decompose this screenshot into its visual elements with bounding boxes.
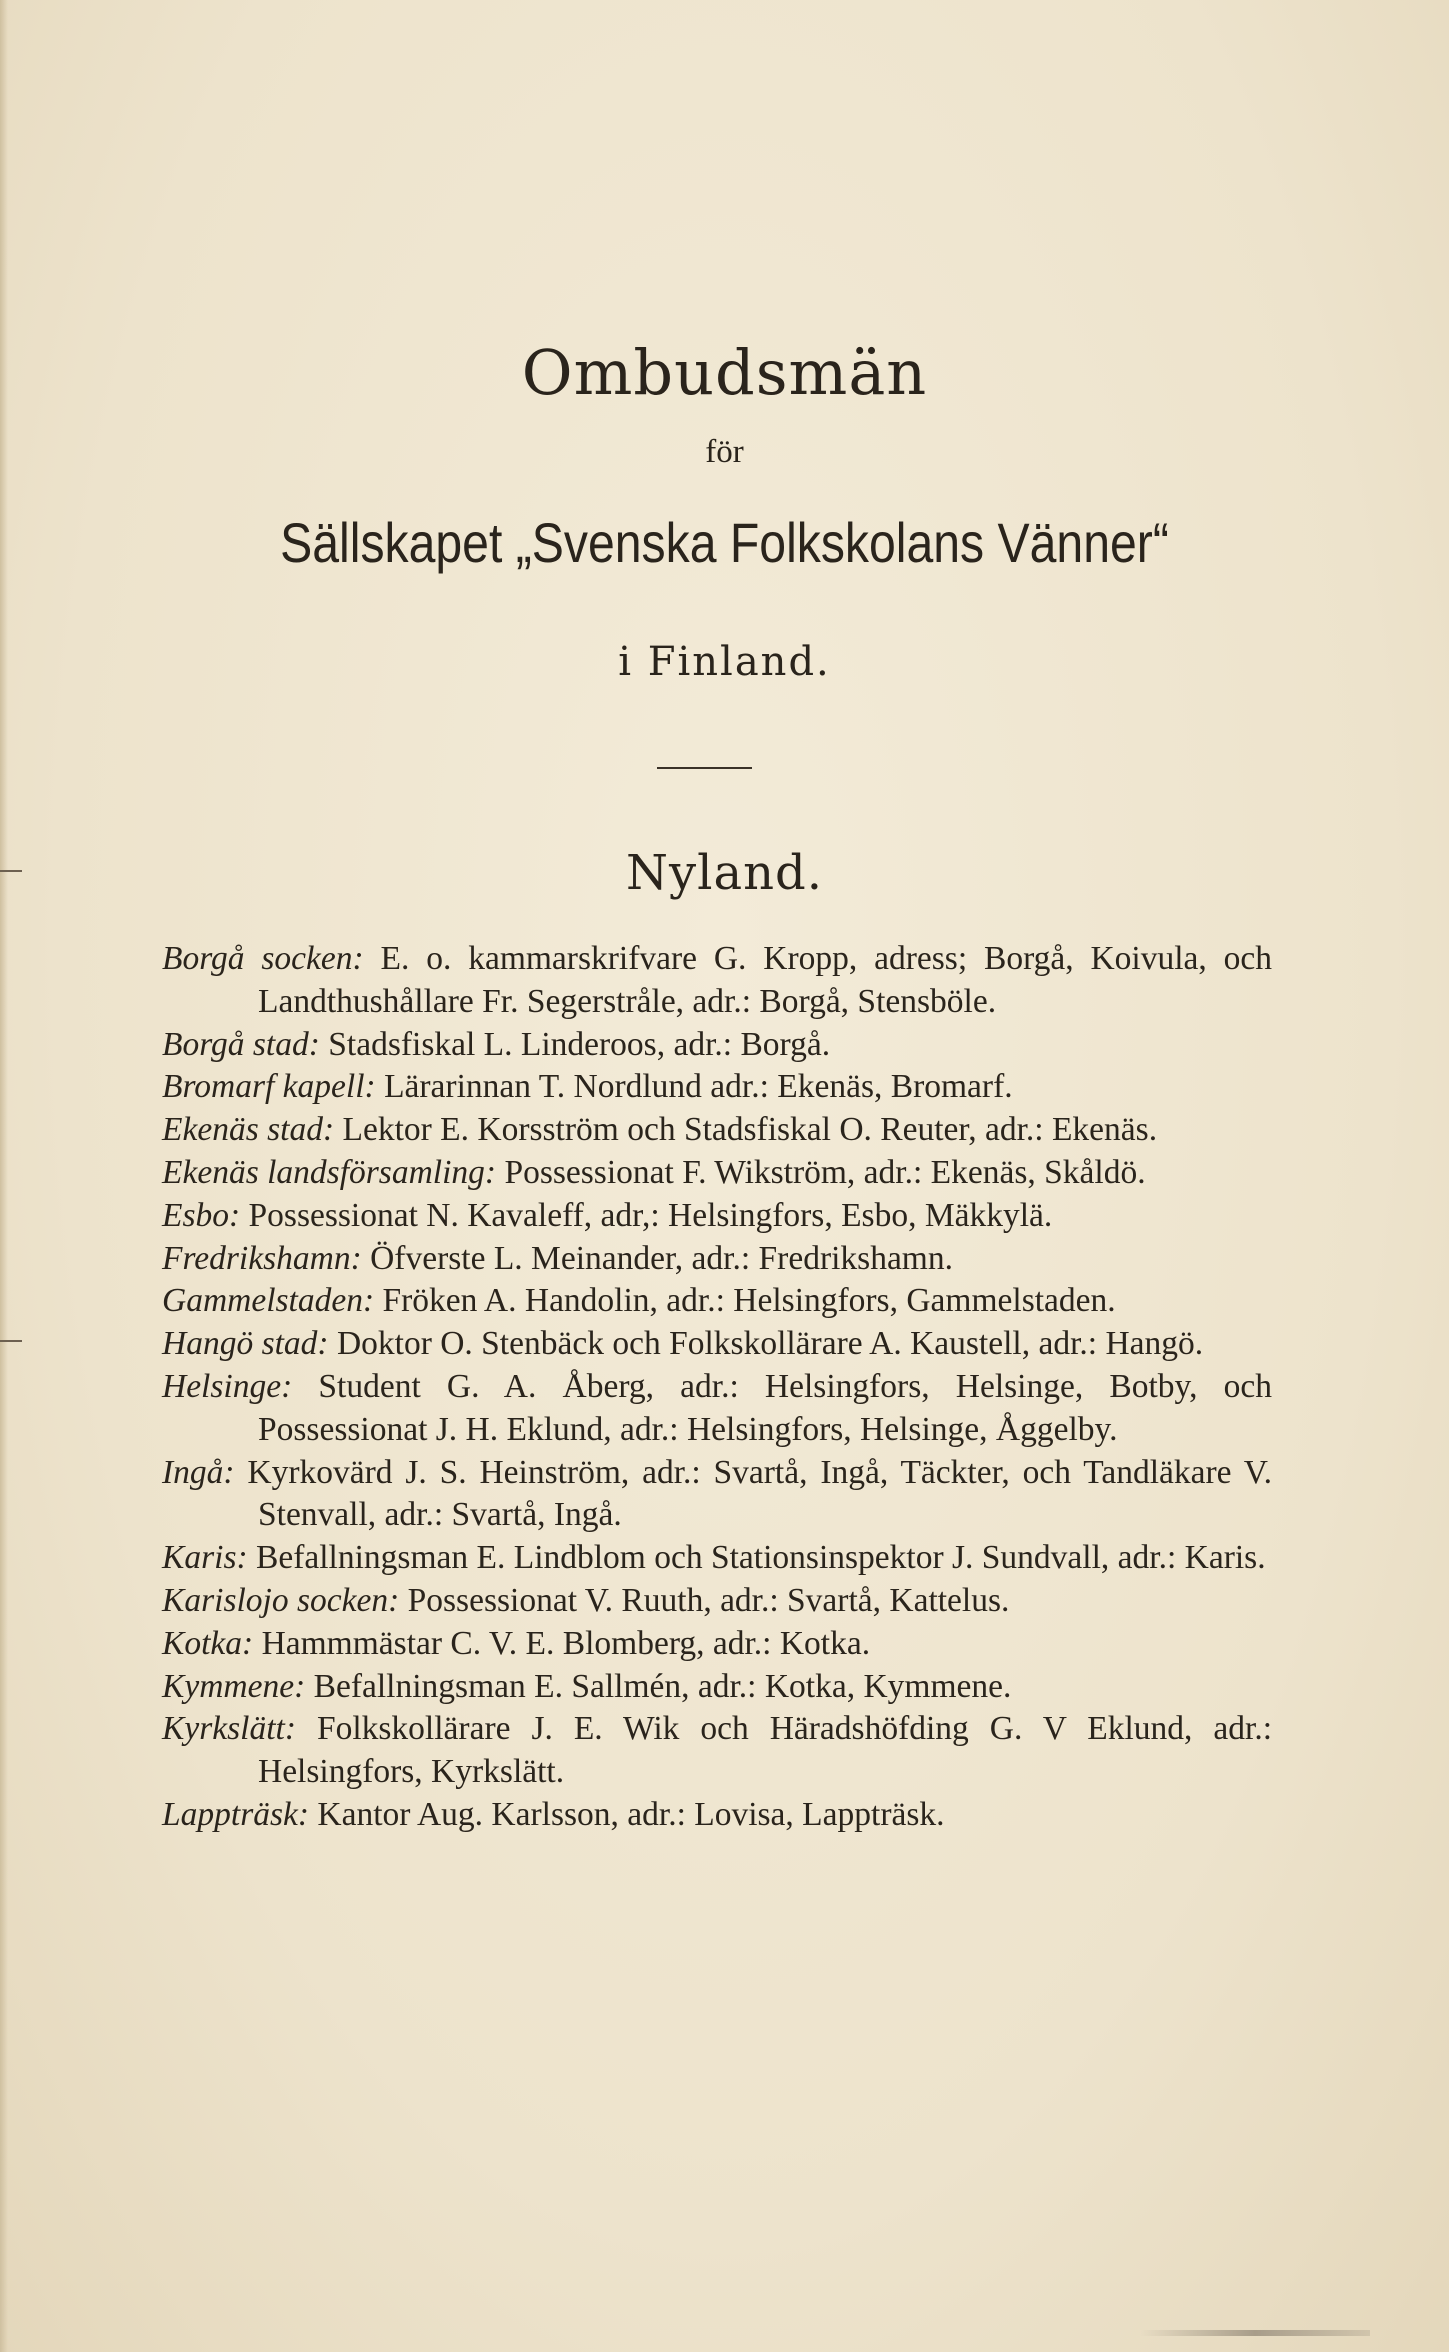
entry-text: Befallningsman E. Lindblom och Stationsinspektor J. Sundvall, adr.: Karis.: [247, 1539, 1266, 1577]
list-item: [162, 1794, 1272, 1837]
entry-text: Possessionat N. Kavaleff, adr,: Helsingfors, Esbo, Mäkkylä.: [240, 1196, 1053, 1234]
entry-place: Ekenäs stad:: [162, 1111, 335, 1149]
entry-place: Kymmene:: [162, 1667, 306, 1705]
ombudsman-list: [162, 938, 1272, 1837]
list-item: [162, 1623, 1272, 1666]
list-item: [162, 1323, 1272, 1366]
divider-rule: [657, 767, 752, 769]
entry-text: Folkskollärare J. E. Wik och Häradshöfding G. V Eklund, adr.: Helsingfors, Kyrkslätt.: [258, 1710, 1272, 1791]
entry-text: Befallningsman E. Sallmén, adr.: Kotka, Kymmene.: [305, 1667, 1012, 1705]
society-name: Sällskapet „Svenska Folkskolans Vänner“: [280, 511, 1169, 574]
entry-text: Stadsfiskal L. Linderoos, adr.: Borgå.: [319, 1025, 831, 1063]
entry-place: Karis:: [162, 1539, 248, 1577]
list-item: [162, 1280, 1272, 1323]
entry-place: Gammelstaden:: [162, 1282, 375, 1320]
entry-place: Ingå:: [162, 1453, 235, 1491]
entry-place: Borgå stad:: [162, 1025, 320, 1063]
margin-mark: [0, 1340, 22, 1342]
entry-text: Kantor Aug. Karlsson, adr.: Lovisa, Lappträsk.: [309, 1795, 945, 1833]
page-bottom-smudge: [1140, 2330, 1370, 2336]
entry-place: Bromarf kapell:: [162, 1068, 376, 1106]
list-item: [162, 1366, 1272, 1452]
entry-text: Öfverste L. Meinander, adr.: Fredrikshamn.: [361, 1239, 953, 1277]
entry-text: E. o. kammarskrifvare G. Kropp, adress; Borgå, Koivula, och Landthushållare Fr. Segerstråle, adr.: Borgå, Stensböle.: [258, 940, 1272, 1020]
region-heading: Nyland.: [626, 845, 823, 901]
list-item: [162, 1537, 1272, 1580]
list-item: [162, 1666, 1272, 1709]
entry-text: Fröken A. Handolin, adr.: Helsingfors, Gammelstaden.: [374, 1282, 1116, 1320]
list-item: [162, 938, 1272, 1024]
list-item: [162, 1452, 1272, 1538]
entry-text: Lärarinnan T. Nordlund adr.: Ekenäs, Bromarf.: [375, 1068, 1013, 1106]
entry-text: Doktor O. Stenbäck och Folkskollärare A. Kaustell, adr.: Hangö.: [328, 1325, 1204, 1363]
page-title: Ombudsmän: [521, 336, 928, 409]
list-item: [162, 1152, 1272, 1195]
entry-text: Kyrkovärd J. S. Heinström, adr.: Svartå, Ingå, Täckter, och Tandläkare V. Stenvall, adr.: Svartå, Ingå.: [234, 1453, 1272, 1534]
list-item: [162, 1066, 1272, 1109]
entry-text: Possessionat V. Ruuth, adr.: Svartå, Kattelus.: [399, 1581, 1010, 1619]
entry-text: Possessionat F. Wikström, adr.: Ekenäs, Skåldö.: [496, 1153, 1146, 1191]
entry-place: Helsinge:: [162, 1367, 293, 1405]
entry-place: Lappträsk:: [162, 1795, 310, 1833]
entry-place: Kyrkslätt:: [162, 1710, 296, 1748]
entry-place: Karislojo socken:: [162, 1581, 400, 1619]
entry-place: Esbo:: [162, 1196, 241, 1234]
entry-place: Fredrikshamn:: [162, 1239, 362, 1277]
country-line: i Finland.: [618, 639, 831, 685]
entry-place: Borgå socken:: [162, 940, 364, 977]
list-item: [162, 1580, 1272, 1623]
entry-text: Lektor E. Korsström och Stadsfiskal O. Reuter, adr.: Ekenäs.: [334, 1111, 1158, 1149]
entry-place: Kotka:: [162, 1624, 254, 1662]
list-item: [162, 1708, 1272, 1794]
list-item: [162, 1238, 1272, 1281]
entry-place: Hangö stad:: [162, 1325, 329, 1363]
list-item: [162, 1024, 1272, 1067]
list-item: [162, 1195, 1272, 1238]
title-preposition: för: [705, 434, 744, 470]
entry-text: Student G. A. Åberg, adr.: Helsingfors, Helsinge, Botby, och Possessionat J. H. Eklund, adr.: Helsingfors, Helsinge, Åggelby.: [258, 1367, 1272, 1448]
list-item: [162, 1109, 1272, 1152]
entry-text: Hammmästar C. V. E. Blomberg, adr.: Kotka.: [253, 1624, 871, 1662]
entry-place: Ekenäs landsförsamling:: [162, 1153, 497, 1191]
